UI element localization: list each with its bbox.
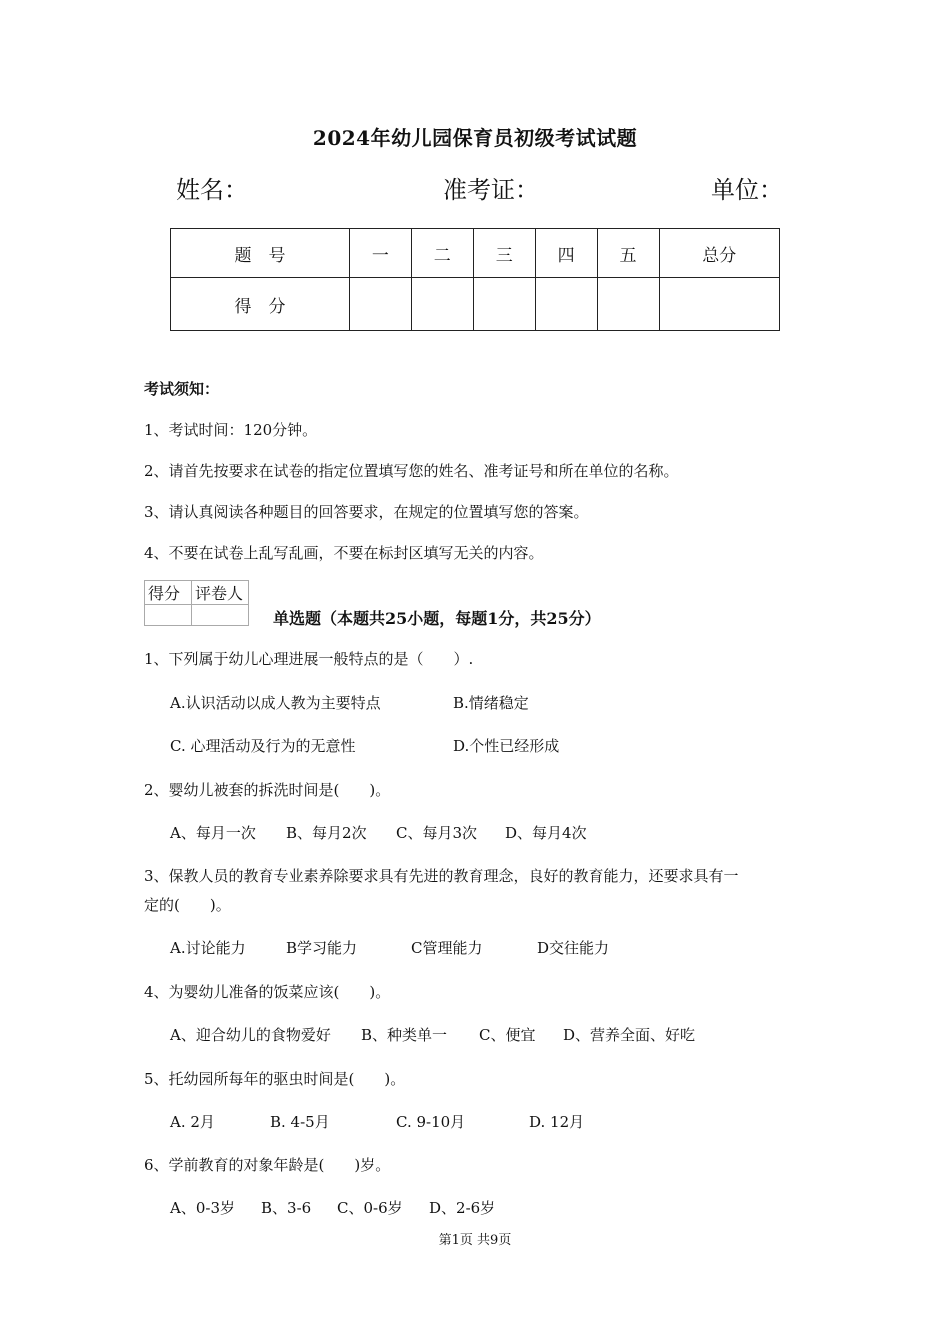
score-cell[interactable] xyxy=(659,278,779,331)
score-header-cell: 三 xyxy=(473,229,535,278)
section-title: 单选题（本题共25小题，每题1分，共25分） xyxy=(273,609,601,628)
grader-score-label: 得分 xyxy=(145,581,192,605)
question-option: B、种类单一 xyxy=(361,1026,448,1044)
question-option: B. 4-5月 xyxy=(270,1113,330,1131)
score-header-cell: 总分 xyxy=(659,229,779,278)
score-header-cell: 二 xyxy=(411,229,473,278)
score-table-score-row xyxy=(171,278,780,331)
score-cell[interactable] xyxy=(597,278,659,331)
score-header-cell: 题 号 xyxy=(171,229,350,278)
grader-reviewer-cell[interactable] xyxy=(192,605,249,626)
unit-label: 单位： xyxy=(711,176,783,204)
score-cell[interactable] xyxy=(411,278,473,331)
question-option: C. 9-10月 xyxy=(396,1113,466,1131)
score-table-header-row xyxy=(171,229,780,278)
question-option: D.个性已经形成 xyxy=(453,737,560,755)
question-option: D. 12月 xyxy=(529,1113,585,1131)
question-option: A、0-3岁 xyxy=(170,1199,235,1217)
question-option: C、便宜 xyxy=(479,1026,536,1044)
question-stem: 4、为婴幼儿准备的饭菜应该( )。 xyxy=(144,983,391,1001)
question-stem: 2、婴幼儿被套的拆洗时间是( )。 xyxy=(144,781,391,799)
score-table xyxy=(170,228,780,331)
score-header-cell: 五 xyxy=(597,229,659,278)
question-option: A.讨论能力 xyxy=(170,939,246,957)
grader-score-cell[interactable] xyxy=(145,605,192,626)
question-option: C. 心理活动及行为的无意性 xyxy=(170,737,356,755)
score-row-label: 得 分 xyxy=(171,278,350,331)
score-header-cell: 一 xyxy=(349,229,411,278)
question-stem: 6、学前教育的对象年龄是( )岁。 xyxy=(144,1156,391,1174)
question-option: A. 2月 xyxy=(170,1113,215,1131)
question-stem: 5、托幼园所每年的驱虫时间是( )。 xyxy=(144,1070,406,1088)
notice-item: 2、请首先按要求在试卷的指定位置填写您的姓名、准考证号和所在单位的名称。 xyxy=(144,462,679,480)
question-stem: 1、下列属于幼儿心理进展一般特点的是（ ）. xyxy=(144,650,474,668)
score-cell[interactable] xyxy=(535,278,597,331)
document-title: 2024年幼儿园保育员初级考试试题 xyxy=(312,126,638,150)
name-label: 姓名： xyxy=(176,176,248,204)
question-stem: 3、保教人员的教育专业素养除要求具有先进的教育理念，良好的教育能力，还要求具有一 xyxy=(144,867,739,885)
exam-id-label: 准考证： xyxy=(443,176,539,204)
notice-heading: 考试须知： xyxy=(144,380,220,398)
question-option: A、每月一次 xyxy=(170,824,256,842)
score-cell[interactable] xyxy=(473,278,535,331)
notice-item: 3、请认真阅读各种题目的回答要求，在规定的位置填写您的答案。 xyxy=(144,503,589,521)
question-option: C、0-6岁 xyxy=(337,1199,403,1217)
question-option: B、每月2次 xyxy=(286,824,367,842)
question-stem-continued: 定的( )。 xyxy=(144,896,231,914)
question-option: B.情绪稳定 xyxy=(453,694,529,712)
question-option: C、每月3次 xyxy=(396,824,478,842)
question-option: D、每月4次 xyxy=(505,824,587,842)
question-option: A.认识活动以成人教为主要特点 xyxy=(170,694,381,712)
question-option: C管理能力 xyxy=(411,939,483,957)
score-cell[interactable] xyxy=(349,278,411,331)
grader-box xyxy=(144,580,249,626)
notice-item: 1、考试时间：120分钟。 xyxy=(144,421,318,439)
question-option: B、3-6 xyxy=(261,1199,312,1217)
notice-item: 4、不要在试卷上乱写乱画，不要在标封区填写无关的内容。 xyxy=(144,544,544,562)
question-option: D、2-6岁 xyxy=(429,1199,496,1217)
question-option: D交往能力 xyxy=(537,939,610,957)
grader-reviewer-label: 评卷人 xyxy=(192,581,249,605)
page-footer: 第1页 共9页 xyxy=(438,1233,512,1248)
question-option: B学习能力 xyxy=(286,939,358,957)
score-header-cell: 四 xyxy=(535,229,597,278)
question-option: D、营养全面、好吃 xyxy=(563,1026,696,1044)
question-option: A、迎合幼儿的食物爱好 xyxy=(170,1026,331,1044)
